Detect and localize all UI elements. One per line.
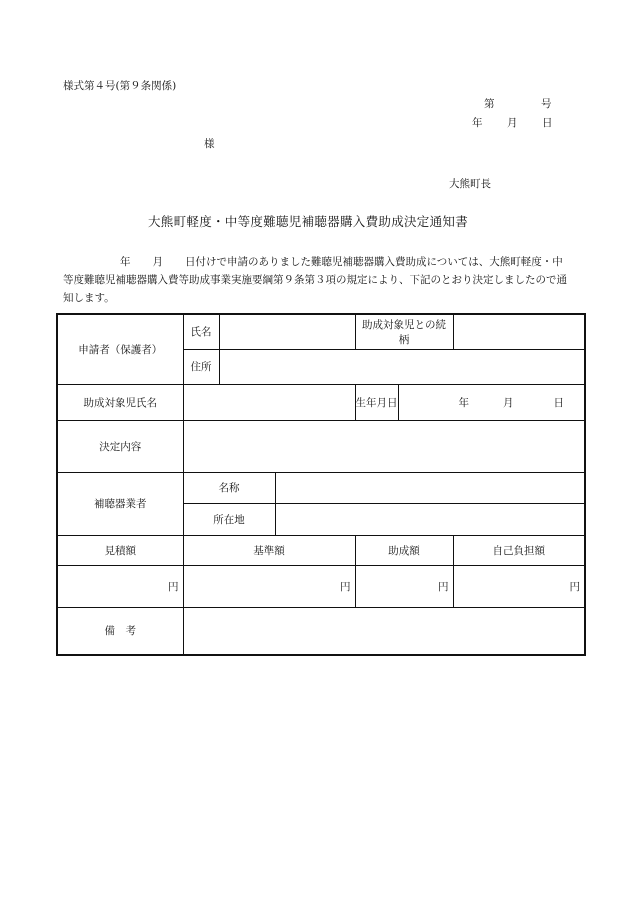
relationship-field[interactable] (453, 314, 585, 349)
notice-paragraph (63, 253, 571, 307)
yen-unit: 円 (168, 580, 179, 593)
date-month-label: 月 (507, 117, 518, 129)
body-text: 日付けで申請のありました難聴児補聴器購入費助成については、大熊町軽度・中等度難聴児補聴器購入費等助成事業実施要綱第９条第３項の規定により、下記のとおり決定しましたので通知します。 (63, 256, 567, 304)
vendor-name-label: 名称 (183, 472, 275, 503)
child-row (57, 384, 585, 420)
remarks-field[interactable] (183, 607, 585, 655)
applicant-name-field[interactable] (219, 314, 355, 349)
yen-unit: 円 (438, 580, 449, 593)
relationship-label: 助成対象児との続柄 (355, 314, 453, 349)
estimate-amount-field[interactable] (57, 565, 183, 607)
decision-field[interactable] (183, 420, 585, 472)
applicant-name-row (57, 314, 585, 349)
date-day-label: 日 (542, 117, 553, 129)
vendor-address-field[interactable] (275, 503, 585, 535)
body-year: 年 (120, 256, 131, 268)
estimate-label: 見積額 (57, 535, 183, 565)
birth-day-label: 日 (553, 396, 564, 409)
body-month: 月 (152, 256, 163, 268)
birthdate-field[interactable] (398, 384, 585, 420)
self-pay-amount-field[interactable] (453, 565, 585, 607)
amount-header-row (57, 535, 585, 565)
self-pay-label: 自己負担額 (453, 535, 585, 565)
applicant-address-field[interactable] (219, 349, 585, 384)
decision-label: 決定内容 (57, 420, 183, 472)
yen-unit: 円 (569, 580, 580, 593)
amount-value-row (57, 565, 585, 607)
subsidy-amount-field[interactable] (355, 565, 453, 607)
form-number: 様式第４号(第９条関係) (63, 80, 177, 92)
decision-row (57, 420, 585, 472)
remarks-label: 備 考 (57, 607, 183, 655)
date-year-label: 年 (472, 117, 483, 129)
subsidy-amount-label: 助成額 (355, 535, 453, 565)
child-name-label: 助成対象児氏名 (57, 384, 183, 420)
birth-month-label: 月 (503, 396, 514, 409)
applicant-label: 申請者（保護者） (57, 314, 183, 384)
vendor-address-label: 所在地 (183, 503, 275, 535)
vendor-name-row (57, 472, 585, 503)
birth-year-label: 年 (458, 396, 469, 409)
remarks-row (57, 607, 585, 655)
address-label: 住所 (183, 349, 219, 384)
vendor-label: 補聴器業者 (57, 472, 183, 535)
addressee-suffix: 様 (204, 138, 215, 150)
issuer-name: 大熊町長 (449, 178, 491, 190)
name-label: 氏名 (183, 314, 219, 349)
yen-unit: 円 (340, 580, 351, 593)
birthdate-label: 生年月日 (355, 384, 398, 420)
document-title: 大熊町軽度・中等度難聴児補聴器購入費助成決定通知書 (148, 214, 469, 229)
doc-number-prefix: 第 (484, 98, 495, 110)
doc-number-suffix: 号 (541, 98, 552, 110)
subsidy-decision-table (56, 313, 586, 656)
child-name-field[interactable] (183, 384, 355, 420)
standard-amount-field[interactable] (183, 565, 355, 607)
vendor-name-field[interactable] (275, 472, 585, 503)
standard-amount-label: 基準額 (183, 535, 355, 565)
